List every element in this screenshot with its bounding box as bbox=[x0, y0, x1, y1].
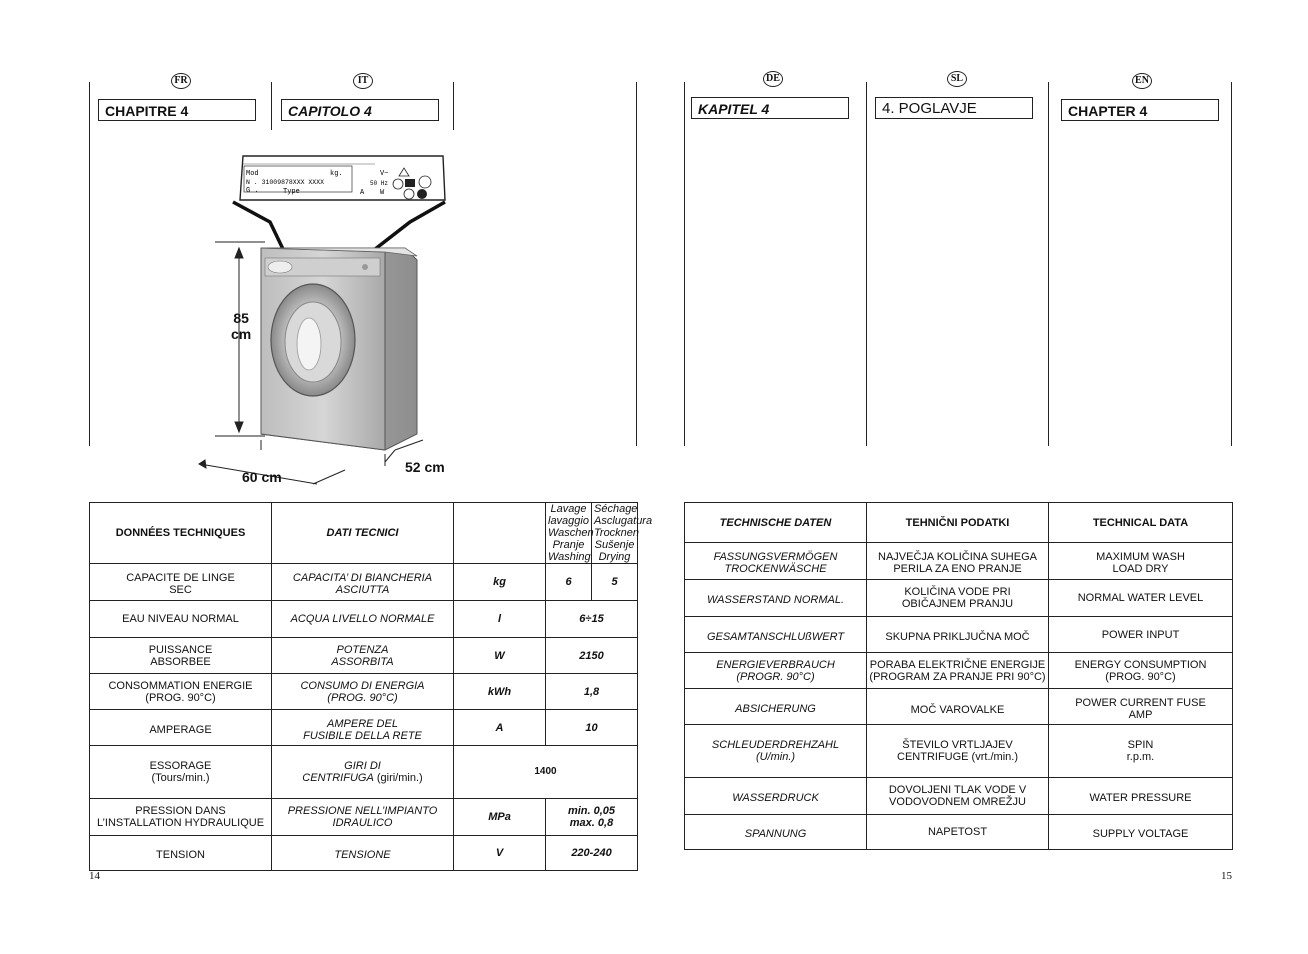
cell-sl: KOLIČINA VODE PRI OBIČAJNEM PRANJU bbox=[867, 580, 1049, 617]
column-divider bbox=[1048, 82, 1049, 446]
cell-en: POWER CURRENT FUSE AMP bbox=[1049, 689, 1233, 725]
cell-value: 5 bbox=[592, 564, 638, 601]
plate-text: Type bbox=[283, 188, 300, 196]
cell-unit: A bbox=[454, 710, 546, 746]
cell-it-a: GIRI DI bbox=[344, 760, 381, 772]
lang-badge-fr: FR bbox=[171, 73, 191, 89]
cell-it: CONSUMO DI ENERGIA (PROG. 90°C) bbox=[272, 674, 454, 710]
table-row bbox=[90, 601, 638, 638]
cell-sl: PORABA ELEKTRIČNE ENERGIJE (PROGRAM ZA PRANJE PRI 90°C) bbox=[867, 653, 1049, 689]
page-number: 14 bbox=[89, 870, 100, 882]
cell-it: TENSIONE bbox=[272, 836, 454, 871]
column-divider bbox=[866, 82, 867, 446]
plate-text: G . bbox=[246, 187, 259, 195]
plate-text: V~ bbox=[380, 170, 389, 178]
certification-icon bbox=[417, 189, 427, 199]
cell-it-b: CENTRIFUGA bbox=[302, 772, 374, 784]
cell-unit: kWh bbox=[454, 674, 546, 710]
cell-en: SPIN r.p.m. bbox=[1049, 725, 1233, 778]
cell-value: 2150 bbox=[546, 638, 638, 674]
table-row bbox=[90, 799, 638, 836]
cell-de: ABSICHERUNG bbox=[685, 689, 867, 725]
cell-unit: W bbox=[454, 638, 546, 674]
plate-text: kg. bbox=[330, 170, 343, 178]
cell-sl: MOČ VAROVALKE bbox=[867, 689, 1049, 725]
cell-value: 6÷15 bbox=[546, 601, 638, 638]
chapter-title-de: KAPITEL 4 bbox=[691, 97, 849, 119]
cell-it: ACQUA LIVELLO NORMALE bbox=[272, 601, 454, 638]
cell-fr: ESSORAGE (Tours/min.) bbox=[90, 746, 272, 799]
cell-de: WASSERSTAND NORMAL. bbox=[685, 580, 867, 617]
table-row bbox=[685, 689, 1233, 725]
table-row bbox=[90, 674, 638, 710]
cell-en: NORMAL WATER LEVEL bbox=[1049, 580, 1233, 617]
cell-value: min. 0,05 max. 0,8 bbox=[546, 799, 638, 836]
cell-fr: CONSOMMATION ENERGIE (PROG. 90°C) bbox=[90, 674, 272, 710]
lang-badge-sl: SL bbox=[947, 71, 967, 87]
depth-dimension: 52 cm bbox=[405, 459, 445, 475]
cell-fr: PUISSANCE ABSORBEE bbox=[90, 638, 272, 674]
plate-text: Mod bbox=[246, 170, 259, 178]
cell-value: 220-240 bbox=[546, 836, 638, 871]
cell-it: POTENZA ASSORBITA bbox=[272, 638, 454, 674]
cell-fr: CAPACITE DE LINGE SEC bbox=[90, 564, 272, 601]
plate-text: 50 Hz bbox=[370, 180, 389, 187]
cell-de: SPANNUNG bbox=[685, 815, 867, 850]
cell-fr: EAU NIVEAU NORMAL bbox=[90, 601, 272, 638]
width-dimension: 60 cm bbox=[242, 469, 282, 485]
height-dimension bbox=[231, 310, 251, 342]
cell-sl: SKUPNA PRIKLJUČNA MOČ bbox=[867, 617, 1049, 653]
column-divider bbox=[636, 82, 637, 446]
cell-en: ENERGY CONSUMPTION (PROG. 90°C) bbox=[1049, 653, 1233, 689]
cell-unit: V bbox=[454, 836, 546, 871]
washing-machine bbox=[261, 248, 417, 450]
cell-de: FASSUNGSVERMÖGEN TROCKENWÄSCHE bbox=[685, 543, 867, 580]
cell-it bbox=[272, 746, 454, 799]
cell-it: CAPACITA’ DI BIANCHERIA ASCIUTTA bbox=[272, 564, 454, 601]
cell-de: GESAMTANSCHLUßWERT bbox=[685, 617, 867, 653]
cell-fr: TENSION bbox=[90, 836, 272, 871]
lang-badge-de: DE bbox=[763, 71, 783, 87]
cell-value: 6 bbox=[546, 564, 592, 601]
column-divider bbox=[684, 82, 685, 446]
lang-badge-en: EN bbox=[1132, 73, 1152, 89]
cell-value: 1,8 bbox=[546, 674, 638, 710]
table-row bbox=[90, 836, 638, 871]
table-row bbox=[90, 503, 638, 564]
cell-unit: l bbox=[454, 601, 546, 638]
cell-fr: AMPERAGE bbox=[90, 710, 272, 746]
weee-icon bbox=[405, 179, 415, 187]
header-de: TECHNISCHE DATEN bbox=[685, 503, 867, 543]
cell-en: MAXIMUM WASH LOAD DRY bbox=[1049, 543, 1233, 580]
chapter-title-sl: 4. POGLAVJE bbox=[875, 97, 1033, 119]
height-value: 85 bbox=[233, 310, 249, 326]
plate-text: A bbox=[360, 189, 365, 197]
cell-value: 10 bbox=[546, 710, 638, 746]
cell-sl: DOVOLJENI TLAK VODE V VODOVODNEM OMREŽJU bbox=[867, 778, 1049, 815]
page-number: 15 bbox=[1221, 870, 1232, 882]
spec-table-right bbox=[684, 502, 1233, 850]
table-row bbox=[685, 580, 1233, 617]
column-divider bbox=[271, 82, 272, 130]
cell-it: AMPERE DEL FUSIBILE DELLA RETE bbox=[272, 710, 454, 746]
table-row bbox=[685, 653, 1233, 689]
table-row bbox=[685, 543, 1233, 580]
table-row bbox=[90, 638, 638, 674]
rating-plate bbox=[240, 156, 445, 200]
cell-en: WATER PRESSURE bbox=[1049, 778, 1233, 815]
cell-fr: PRESSION DANS L’INSTALLATION HYDRAULIQUE bbox=[90, 799, 272, 836]
table-row bbox=[685, 503, 1233, 543]
table-row bbox=[90, 746, 638, 799]
chapter-title-en: CHAPTER 4 bbox=[1061, 99, 1219, 121]
column-divider bbox=[89, 82, 90, 446]
header-it: DATI TECNICI bbox=[272, 503, 454, 564]
cell-de: SCHLEUDERDREHZAHL (U/min.) bbox=[685, 725, 867, 778]
table-row bbox=[685, 617, 1233, 653]
header-washing: Lavage lavaggio Waschen Pranje Washing bbox=[546, 503, 592, 564]
column-divider bbox=[453, 82, 454, 130]
cell-sl: NAPETOST bbox=[867, 815, 1049, 850]
plate-text: N . 31009878XXX XXXX bbox=[246, 179, 325, 186]
cell-sl: ŠTEVILO VRTLJAJEV CENTRIFUGE (vrt./min.) bbox=[867, 725, 1049, 778]
spec-table-left bbox=[89, 502, 653, 871]
table-row bbox=[685, 815, 1233, 850]
cell-unit: MPa bbox=[454, 799, 546, 836]
lang-badge-it: IT bbox=[353, 73, 373, 89]
cell-unit: kg bbox=[454, 564, 546, 601]
header-sl: TEHNIČNI PODATKI bbox=[867, 503, 1049, 543]
header-en: TECHNICAL DATA bbox=[1049, 503, 1233, 543]
plate-text: W bbox=[380, 189, 385, 197]
table-row bbox=[90, 710, 638, 746]
chapter-title-it: CAPITOLO 4 bbox=[281, 99, 439, 121]
cell-sl: NAJVEČJA KOLIČINA SUHEGA PERILA ZA ENO PRANJE bbox=[867, 543, 1049, 580]
cell-it: PRESSIONE NELL’IMPIANTO IDRAULICO bbox=[272, 799, 454, 836]
height-unit: cm bbox=[231, 326, 252, 342]
cell-it-c: (giri/min.) bbox=[373, 772, 423, 784]
header-fr: DONNÉES TECHNIQUES bbox=[90, 503, 272, 564]
cell-de: WASSERDRUCK bbox=[685, 778, 867, 815]
chapter-title-fr: CHAPITRE 4 bbox=[98, 99, 256, 121]
table-row bbox=[685, 725, 1233, 778]
table-row bbox=[90, 564, 638, 601]
cell-en: SUPPLY VOLTAGE bbox=[1049, 815, 1233, 850]
table-row bbox=[685, 778, 1233, 815]
cell-en: POWER INPUT bbox=[1049, 617, 1233, 653]
header-drying: Séchage Asclugatura Trocknen Sušenje Drying bbox=[592, 503, 638, 564]
column-divider bbox=[1231, 82, 1232, 446]
cell-value: 1400 bbox=[454, 746, 638, 799]
cell-de: ENERGIEVERBRAUCH (PROGR. 90°C) bbox=[685, 653, 867, 689]
